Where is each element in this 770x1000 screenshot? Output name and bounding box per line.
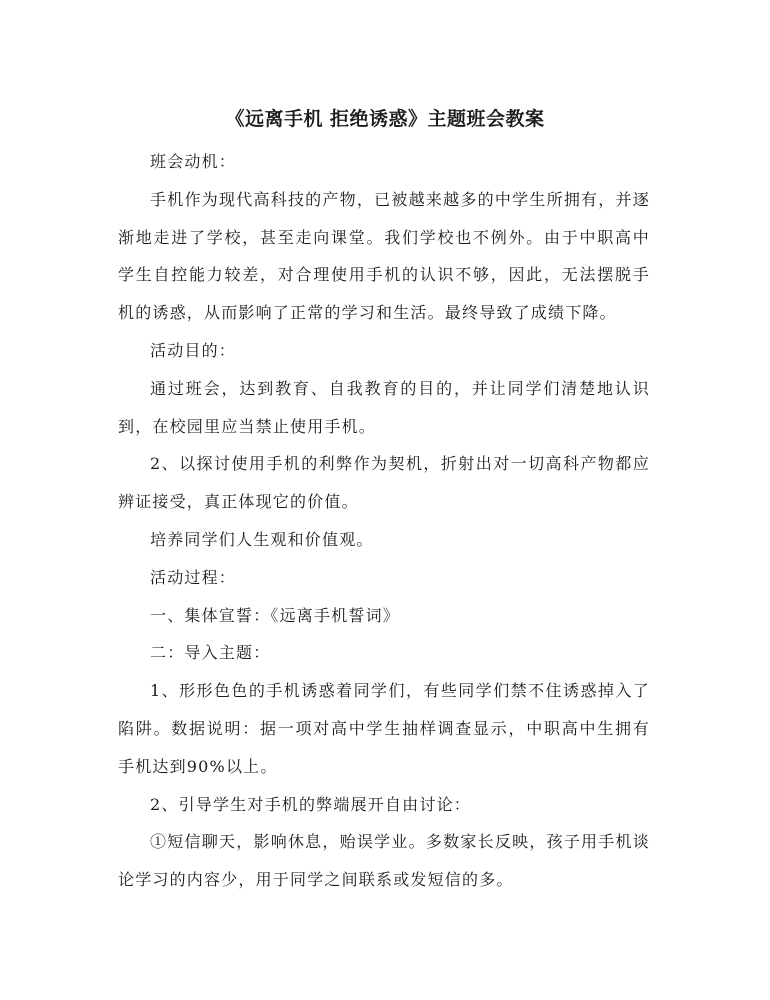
paragraph-process-intro: 二：导入主题： (150, 643, 271, 663)
document-title: 《远离手机 拒绝诱惑》主题班会教案 (225, 108, 545, 130)
paragraph-purpose-1: 通过班会，达到教育、自我教育的目的，并让同学们清楚地认识到，在校园里应当禁止使用手机。 (118, 378, 650, 436)
paragraph-purpose-2: 2、以探讨使用手机的利弊作为契机，折射出对一切高科产物都应辨证接受，真正体现它的价值。 (118, 454, 650, 512)
paragraph-process-2: 2、引导学生对手机的弊端展开自由讨论： (150, 794, 471, 814)
paragraph-motivation: 手机作为现代高科技的产物，已被越来越多的中学生所拥有，并逐渐地走进了学校，甚至走向课堂。我们学校也不例外。由于中职高中学生自控能力较差，对合理使用手机的认识不够，因此，无法摆脱手机的诱惑，从而影响了正常的学习和生活。最终导致了成绩下降。 (118, 189, 650, 323)
paragraph-process-1: 1、形形色色的手机诱惑着同学们，有些同学们禁不住诱惑掉入了陷阱。数据说明：据一项对高中学生抽样调查显示，中职高中生拥有手机达到90%以上。 (118, 681, 650, 776)
section-heading-motivation: 班会动机： (150, 152, 237, 171)
paragraph-process-point-1: ①短信聊天，影响休息，贻误学业。多数家长反映，孩子用手机谈论学习的内容少，用于同学之间联系或发短信的多。 (118, 832, 650, 890)
document-body (118, 143, 650, 899)
section-heading-purpose: 活动目的： (150, 340, 237, 360)
paragraph-purpose-3: 培养同学们人生观和价值观。 (150, 529, 374, 549)
paragraph-process-oath: 一、集体宣誓：《远离手机誓词》 (150, 605, 401, 625)
section-heading-process: 活动过程： (150, 567, 237, 587)
